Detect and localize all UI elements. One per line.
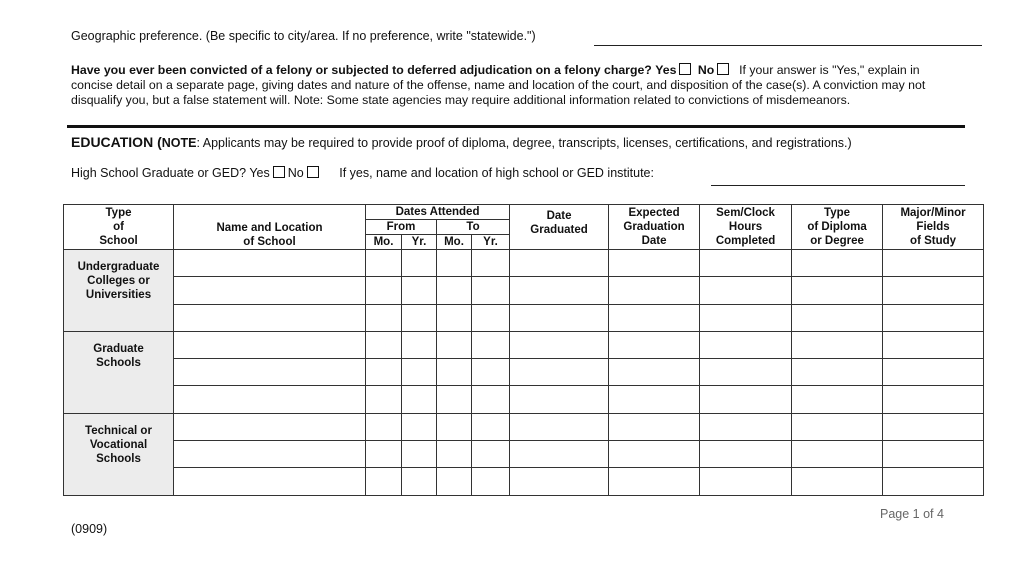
cell[interactable] <box>402 304 437 331</box>
cell[interactable] <box>402 331 437 358</box>
cell[interactable] <box>700 331 792 358</box>
cell[interactable] <box>883 304 984 331</box>
header-expected-graduation: Expected Graduation Date <box>609 205 700 250</box>
cell[interactable] <box>437 413 472 440</box>
cell[interactable] <box>437 331 472 358</box>
header-from: From <box>366 220 437 235</box>
cell[interactable] <box>883 331 984 358</box>
table-row <box>64 413 984 440</box>
cell[interactable] <box>510 441 609 468</box>
cell[interactable] <box>700 250 792 277</box>
cell[interactable] <box>609 468 700 495</box>
cell[interactable] <box>437 359 472 386</box>
cell[interactable] <box>437 386 472 413</box>
page-number: Page 1 of 4 <box>880 507 944 521</box>
education-heading: EDUCATION <box>71 134 154 150</box>
cell[interactable] <box>700 359 792 386</box>
note-text: : Applicants may be required to provide proof of diploma, degree, transcripts, licenses, certifications, and registrations.) <box>196 136 852 150</box>
cell[interactable] <box>472 250 510 277</box>
header-to-mo: Mo. <box>437 235 472 250</box>
cell[interactable] <box>174 386 366 413</box>
cell[interactable] <box>510 331 609 358</box>
header-sem-clock: Sem/Clock Hours Completed <box>700 205 792 250</box>
header-to: To <box>437 220 510 235</box>
cell[interactable] <box>792 304 883 331</box>
header-date-graduated: Date Graduated <box>510 205 609 250</box>
cell[interactable] <box>792 331 883 358</box>
cell[interactable] <box>792 386 883 413</box>
geographic-preference-label: Geographic preference. (Be specific to city/area. If no preference, write "statewide.") <box>71 29 536 43</box>
felony-no-checkbox[interactable] <box>717 63 729 75</box>
cell[interactable] <box>472 468 510 495</box>
table-row <box>64 386 984 413</box>
high-school-name-field[interactable] <box>711 185 965 186</box>
cell[interactable] <box>510 386 609 413</box>
table-row <box>64 441 984 468</box>
cell[interactable] <box>700 277 792 304</box>
cell[interactable] <box>366 386 402 413</box>
cell[interactable] <box>609 359 700 386</box>
header-type-of-school: Type of School <box>64 205 174 250</box>
hs-question: High School Graduate or GED? <box>71 166 247 180</box>
cell[interactable] <box>437 250 472 277</box>
section-divider <box>67 125 965 128</box>
felony-yes-checkbox[interactable] <box>679 63 691 75</box>
hs-no-checkbox[interactable] <box>307 166 319 178</box>
cell[interactable] <box>174 250 366 277</box>
cell[interactable] <box>174 468 366 495</box>
table-row <box>64 250 984 277</box>
cell[interactable] <box>510 359 609 386</box>
cell[interactable] <box>366 441 402 468</box>
open-paren: ( <box>153 134 162 150</box>
hs-yes-label: Yes <box>249 166 270 180</box>
school-type-undergraduate: Undergraduate Colleges or Universities <box>64 250 174 332</box>
cell[interactable] <box>366 468 402 495</box>
cell[interactable] <box>437 468 472 495</box>
cell[interactable] <box>510 304 609 331</box>
cell[interactable] <box>609 441 700 468</box>
cell[interactable] <box>510 468 609 495</box>
cell[interactable] <box>174 277 366 304</box>
cell[interactable] <box>700 386 792 413</box>
note-label: NOTE <box>161 136 197 150</box>
cell[interactable] <box>174 359 366 386</box>
cell[interactable] <box>437 277 472 304</box>
education-heading-line <box>71 134 852 150</box>
hs-yes-checkbox[interactable] <box>273 166 285 178</box>
header-name-location: Name and Location of School <box>174 205 366 250</box>
cell[interactable] <box>437 441 472 468</box>
cell[interactable] <box>366 413 402 440</box>
cell[interactable] <box>792 468 883 495</box>
cell[interactable] <box>609 331 700 358</box>
felony-no-label: No <box>697 63 715 77</box>
cell[interactable] <box>472 277 510 304</box>
felony-yes-label: Yes <box>655 63 677 77</box>
cell[interactable] <box>174 441 366 468</box>
cell[interactable] <box>174 331 366 358</box>
table-row <box>64 277 984 304</box>
cell[interactable] <box>402 359 437 386</box>
cell[interactable] <box>792 359 883 386</box>
cell[interactable] <box>700 441 792 468</box>
cell[interactable] <box>402 413 437 440</box>
high-school-line <box>71 166 654 180</box>
cell[interactable] <box>883 413 984 440</box>
table-row <box>64 468 984 495</box>
cell[interactable] <box>883 250 984 277</box>
header-major-minor: Major/Minor Fields of Study <box>883 205 984 250</box>
form-code: (0909) <box>71 522 108 536</box>
cell[interactable] <box>402 386 437 413</box>
geographic-preference-field[interactable] <box>594 45 982 46</box>
cell[interactable] <box>792 277 883 304</box>
cell[interactable] <box>366 250 402 277</box>
cell[interactable] <box>792 413 883 440</box>
cell[interactable] <box>472 331 510 358</box>
cell[interactable] <box>700 304 792 331</box>
hs-no-label: No <box>287 166 304 180</box>
cell[interactable] <box>510 277 609 304</box>
header-dates-attended: Dates Attended <box>366 205 510 220</box>
cell[interactable] <box>472 359 510 386</box>
cell[interactable] <box>792 250 883 277</box>
table-row <box>64 359 984 386</box>
cell[interactable] <box>472 386 510 413</box>
school-type-technical: Technical or Vocational Schools <box>64 413 174 495</box>
cell[interactable] <box>700 468 792 495</box>
felony-question: Have you ever been convicted of a felony or subjected to deferred adjudication on a felony charge? <box>71 63 652 77</box>
header-to-yr: Yr. <box>472 235 510 250</box>
cell[interactable] <box>609 250 700 277</box>
education-table <box>63 204 984 496</box>
cell[interactable] <box>883 468 984 495</box>
cell[interactable] <box>472 304 510 331</box>
cell[interactable] <box>609 304 700 331</box>
cell[interactable] <box>402 250 437 277</box>
cell[interactable] <box>437 304 472 331</box>
felony-question-block <box>71 63 961 108</box>
cell[interactable] <box>366 304 402 331</box>
felony-explanation: If your answer is "Yes," explain in concise detail on a separate page, giving dates and nature of the offense, name and location of the court, and disposition of the case(s). A conviction may not disqualify you, but a false statement will. Note: Some state agencies may require additional information related to convictions of misdemeanors. <box>71 63 926 107</box>
cell[interactable] <box>366 331 402 358</box>
header-from-yr: Yr. <box>402 235 437 250</box>
cell[interactable] <box>402 441 437 468</box>
school-type-graduate: Graduate Schools <box>64 331 174 413</box>
cell[interactable] <box>883 277 984 304</box>
cell[interactable] <box>510 413 609 440</box>
hs-followup: If yes, name and location of high school or GED institute: <box>339 166 654 180</box>
cell[interactable] <box>174 304 366 331</box>
cell[interactable] <box>366 359 402 386</box>
cell[interactable] <box>510 250 609 277</box>
cell[interactable] <box>883 386 984 413</box>
cell[interactable] <box>366 277 402 304</box>
cell[interactable] <box>883 359 984 386</box>
table-row <box>64 331 984 358</box>
cell[interactable] <box>883 441 984 468</box>
cell[interactable] <box>472 441 510 468</box>
cell[interactable] <box>609 277 700 304</box>
header-type-diploma: Type of Diploma or Degree <box>792 205 883 250</box>
cell[interactable] <box>174 413 366 440</box>
cell[interactable] <box>792 441 883 468</box>
header-from-mo: Mo. <box>366 235 402 250</box>
cell[interactable] <box>700 413 792 440</box>
table-row <box>64 304 984 331</box>
cell[interactable] <box>402 468 437 495</box>
cell[interactable] <box>472 413 510 440</box>
cell[interactable] <box>609 413 700 440</box>
cell[interactable] <box>402 277 437 304</box>
cell[interactable] <box>609 386 700 413</box>
